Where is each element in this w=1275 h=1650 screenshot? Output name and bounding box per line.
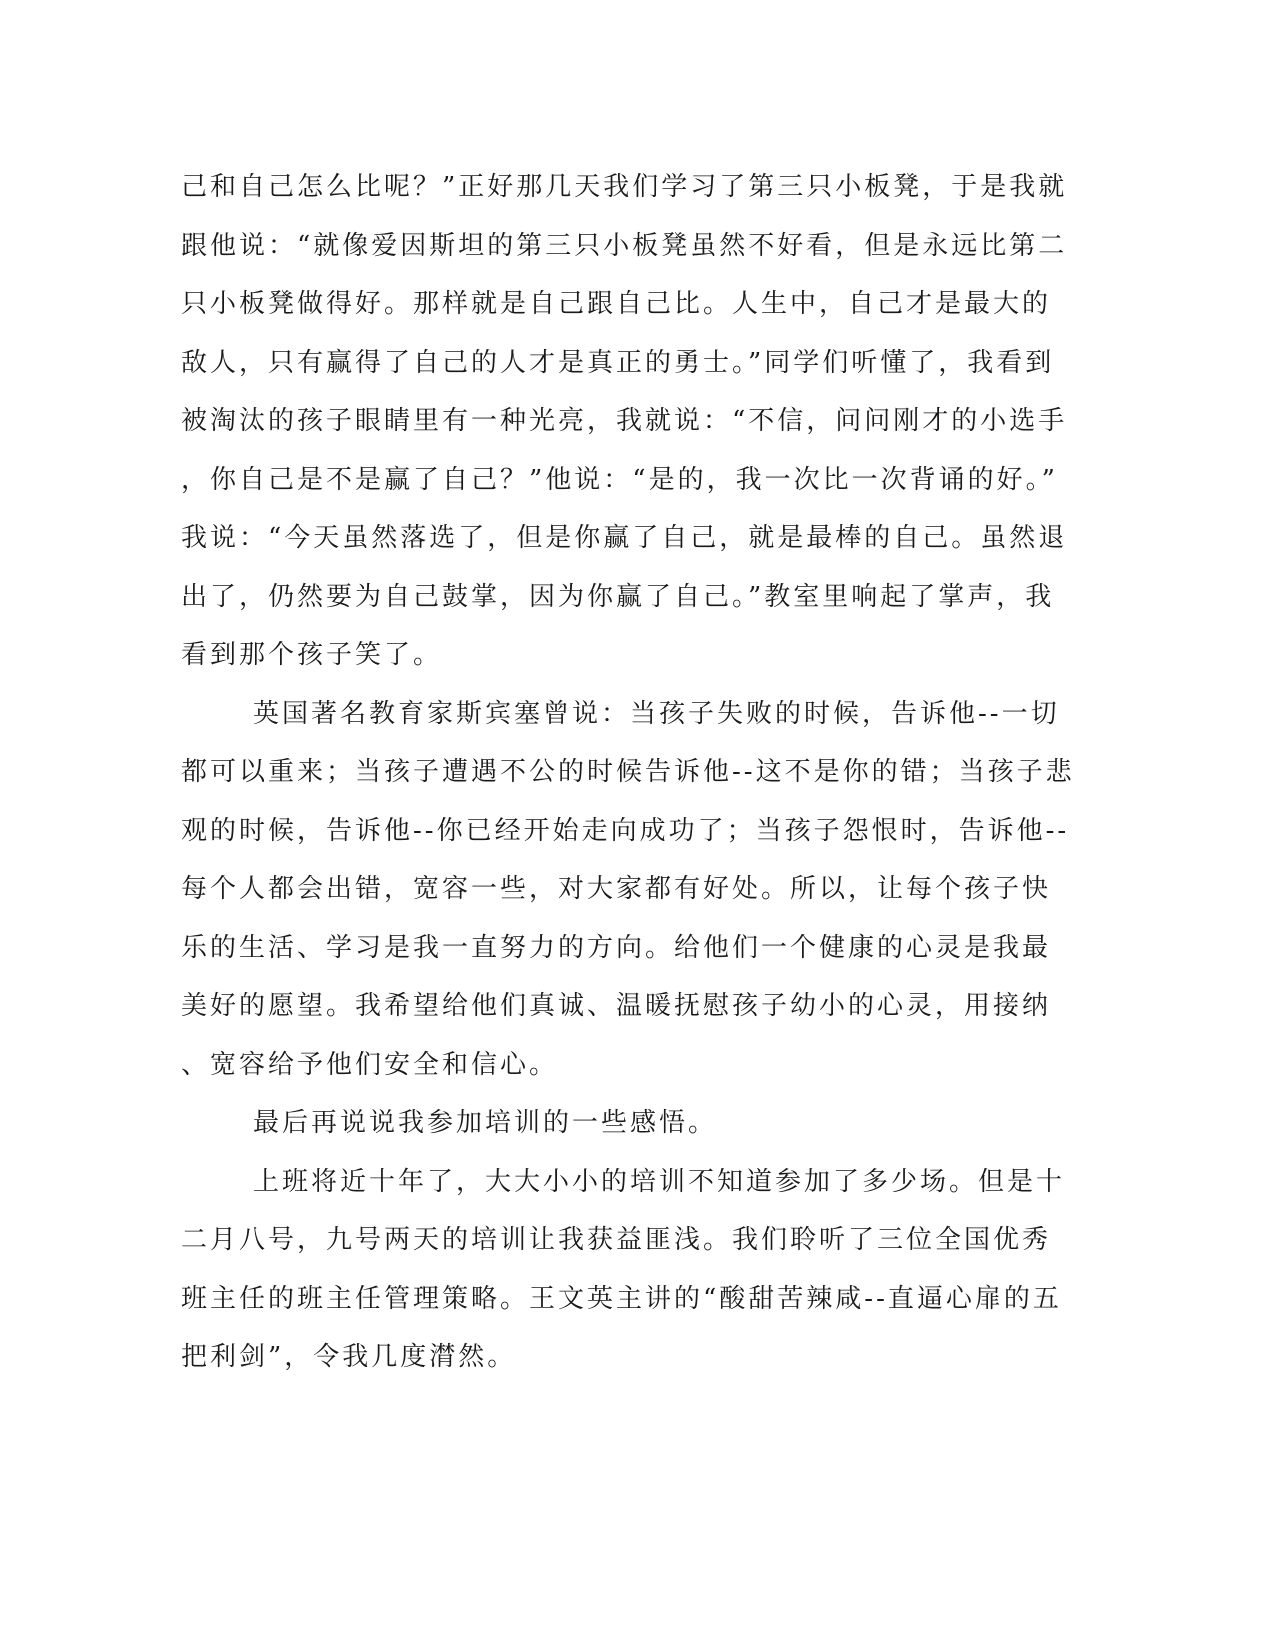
text-line: 都可以重来；当孩子遭遇不公的时候告诉他--这不是你的错；当孩子悲 xyxy=(181,757,1075,787)
text-line: 我说：“今天虽然落选了，但是你赢了自己，就是最棒的自己。虽然退 xyxy=(181,523,1068,553)
text-line: 敌人，只有赢得了自己的人才是真正的勇士。”同学们听懂了，我看到 xyxy=(181,347,1055,378)
text-line: ，你自己是不是赢了自己？”他说：“是的，我一次比一次背诵的好。” xyxy=(181,464,1058,495)
text-line: 看到那个孩子笑了。 xyxy=(181,640,443,670)
text-line: 班主任的班主任管理策略。王文英主讲的“酸甜苦辣咸--直逼心扉的五 xyxy=(181,1283,1062,1314)
paragraph xyxy=(181,1153,1066,1387)
text-line: 乐的生活、学习是我一直努力的方向。给他们一个健康的心灵是我最 xyxy=(181,932,1052,963)
text-line: 出了，仍然要为自己鼓掌，因为你赢了自己。”教室里响起了掌声，我 xyxy=(181,581,1055,612)
text-line: 上班将近十年了，大大小小的培训不知道参加了多少场。但是十 xyxy=(253,1166,1066,1197)
paragraph xyxy=(181,685,1075,1095)
text-line: 每个人都会出错，宽容一些，对大家都有好处。所以，让每个孩子快 xyxy=(181,874,1052,904)
text-line: 己和自己怎么比呢？”正好那几天我们学习了第三只小板凳，于是我就 xyxy=(181,172,1068,202)
text-line: 跟他说：“就像爱因斯坦的第三只小板凳虽然不好看，但是永远比第二 xyxy=(181,230,1068,261)
text-line: 英国著名教育家斯宾塞曾说：当孩子失败的时候，告诉他--一切 xyxy=(253,698,1060,729)
text-line: 只小板凳做得好。那样就是自己跟自己比。人生中，自己才是最大的 xyxy=(181,289,1052,319)
text-line: 最后再说说我参加培训的一些感悟。 xyxy=(253,1108,718,1138)
text-line: 观的时候，告诉他--你已经开始走向成功了；当孩子怨恨时，告诉他-- xyxy=(181,815,1070,846)
text-line: 二月八号，九号两天的培训让我获益匪浅。我们聆听了三位全国优秀 xyxy=(181,1225,1052,1255)
text-line: 把利剑”，令我几度潸然。 xyxy=(181,1342,517,1372)
text-line: 被淘汰的孩子眼睛里有一种光亮，我就说：“不信，问问刚才的小选手 xyxy=(181,406,1068,436)
paragraph xyxy=(181,1094,1041,1153)
paragraph xyxy=(181,158,1068,685)
document-body xyxy=(181,158,1075,1387)
text-line: 美好的愿望。我希望给他们真诚、温暖抚慰孩子幼小的心灵，用接纳 xyxy=(181,991,1052,1021)
text-line: 、宽容给予他们安全和信心。 xyxy=(181,1049,559,1080)
